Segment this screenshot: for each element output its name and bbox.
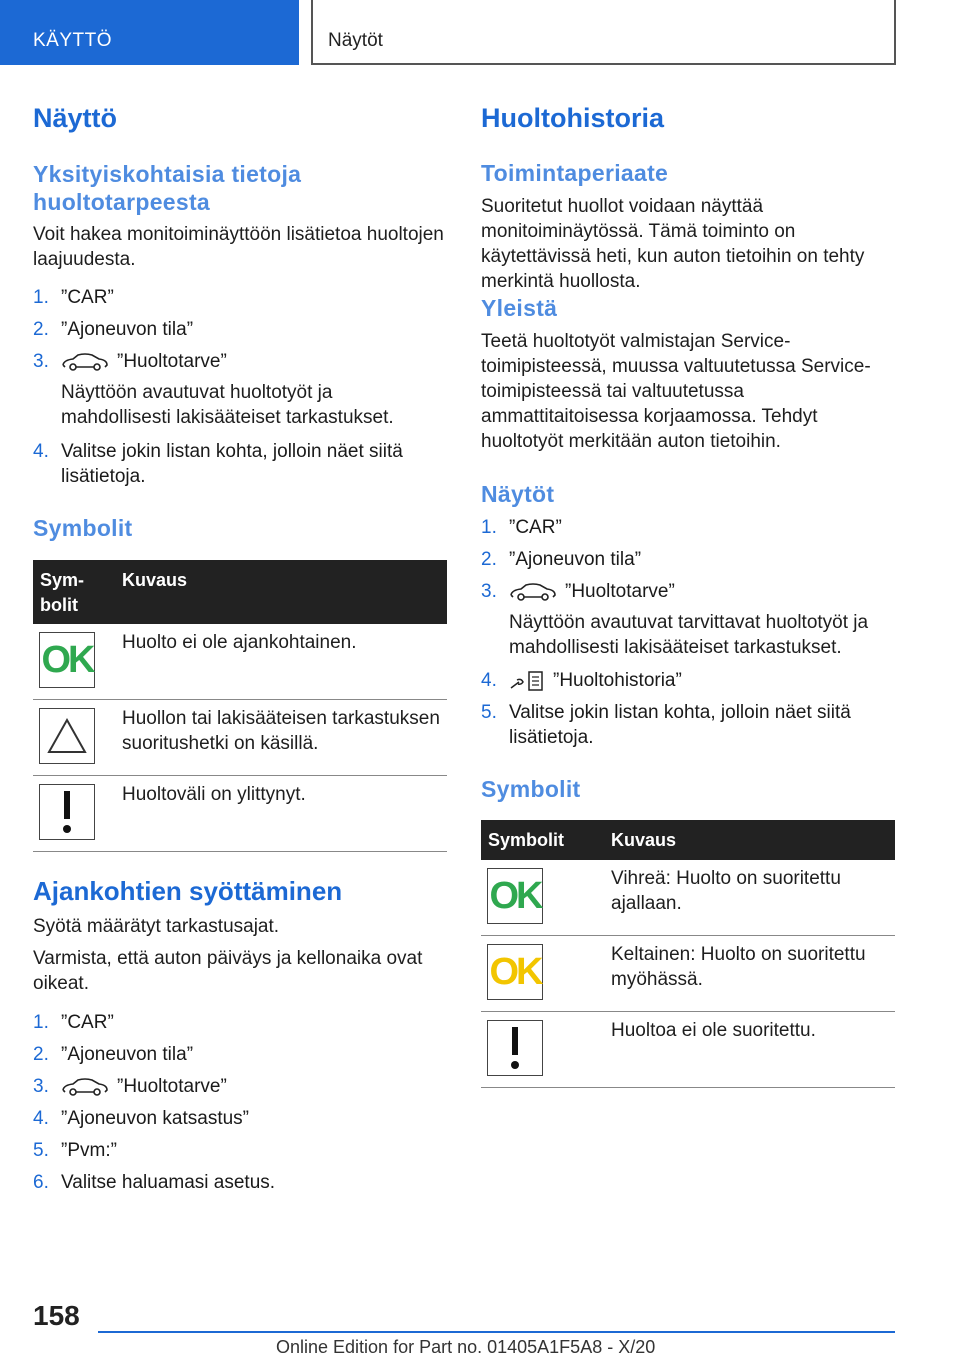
list-text-label: ”Huoltotarve” xyxy=(117,1076,227,1097)
table-row xyxy=(33,776,447,852)
list-text: ”Pvm:” xyxy=(61,1140,117,1161)
principle-text: Suoritetut huollot voidaan näyttää monitoiminäytössä. Tämä toiminto on käytettävissä heti, kun auton tietoihin on tehty merkintä huollosta. xyxy=(481,196,865,292)
table-row xyxy=(33,624,447,700)
table-row xyxy=(481,860,895,936)
list-text: ”CAR” xyxy=(61,1012,114,1033)
list-number: 1. xyxy=(481,517,497,538)
symbols-heading: Symbolit xyxy=(481,776,581,802)
intro-text: Voit hakea monitoiminäyttöön lisätietoa huoltojen laajuudesta. xyxy=(33,224,444,270)
table-row xyxy=(481,936,895,1012)
page-title: Näyttö xyxy=(33,103,118,133)
list-text: Valitse haluamasi asetus. xyxy=(61,1172,276,1193)
displays-heading: Näytöt xyxy=(481,481,555,507)
list-number: 3. xyxy=(33,351,49,372)
row-description: Huoltoa ei ole suoritettu. xyxy=(611,1020,816,1041)
ok-yellow-icon: OK xyxy=(487,944,543,1000)
subtitle-details: Yksityiskohtaisia tietoja huoltotarpeesta xyxy=(33,161,302,215)
list-subtext: Näyttöön avautuvat huoltotyöt ja mahdollisesti lakisääteiset tarkastukset. xyxy=(61,382,394,428)
table-header xyxy=(33,560,447,624)
list-number: 5. xyxy=(33,1140,49,1161)
list-text: ”Ajoneuvon tila” xyxy=(61,319,194,340)
list-number: 6. xyxy=(33,1172,49,1193)
principle-heading: Toimintaperiaate xyxy=(481,160,669,186)
list-number: 2. xyxy=(481,549,497,570)
deadlines-text-2: Varmista, että auton päiväys ja kellonaika ovat oikeat. xyxy=(33,948,423,994)
row-description: Keltainen: Huolto on suoritettu myöhässä. xyxy=(611,944,866,990)
exclamation-icon xyxy=(487,1020,543,1076)
service-history-icon xyxy=(509,670,545,692)
general-heading: Yleistä xyxy=(481,295,558,321)
footer-divider xyxy=(98,1331,895,1333)
list-number: 2. xyxy=(33,1044,49,1065)
footer-edition: Online Edition for Part no. 01405A1F5A8 - X/20 xyxy=(276,1337,656,1357)
exclamation-icon xyxy=(39,784,95,840)
table-header xyxy=(481,820,895,860)
warning-triangle-icon xyxy=(39,708,95,764)
chapter-header xyxy=(311,0,896,65)
list-text: ”Ajoneuvon katsastus” xyxy=(61,1108,249,1129)
car-icon xyxy=(61,1077,109,1097)
table-row xyxy=(33,700,447,776)
list-number: 3. xyxy=(481,581,497,602)
list-number: 4. xyxy=(33,1108,49,1129)
list-text: ”CAR” xyxy=(61,287,114,308)
row-description: Vihreä: Huolto on suoritettu ajallaan. xyxy=(611,868,841,914)
list-number: 5. xyxy=(481,702,497,723)
deadlines-text-1: Syötä määrätyt tarkastusajat. xyxy=(33,916,280,937)
section-label: KÄYTTÖ xyxy=(33,30,113,51)
list-text xyxy=(509,668,895,693)
list-text-label: ”Huoltohistoria” xyxy=(553,670,682,691)
list-number: 1. xyxy=(33,1012,49,1033)
list-number: 4. xyxy=(481,670,497,691)
list-text xyxy=(61,349,447,374)
list-text-label: ”Huoltotarve” xyxy=(117,351,227,372)
section-tab xyxy=(0,0,299,65)
column-header-symbol: Symbolit xyxy=(488,830,565,850)
list-number: 4. xyxy=(33,441,49,462)
page-number: 158 xyxy=(33,1300,80,1331)
list-number: 2. xyxy=(33,319,49,340)
list-text: ”Ajoneuvon tila” xyxy=(61,1044,194,1065)
car-icon xyxy=(61,352,109,372)
chapter-label: Näytöt xyxy=(328,30,383,51)
list-text: ”Ajoneuvon tila” xyxy=(509,549,642,570)
ok-green-icon: OK xyxy=(39,632,95,688)
list-text-label: ”Huoltotarve” xyxy=(565,581,675,602)
row-description: Huolto ei ole ajankohtainen. xyxy=(122,632,357,653)
list-text: ”CAR” xyxy=(509,517,562,538)
list-text: Valitse jokin listan kohta, jolloin näet siitä lisätietoja. xyxy=(61,441,403,487)
history-title: Huoltohistoria xyxy=(481,103,664,133)
row-description: Huoltoväli on ylittynyt. xyxy=(122,784,306,805)
ok-green-icon: OK xyxy=(487,868,543,924)
list-number: 3. xyxy=(33,1076,49,1097)
list-number: 1. xyxy=(33,287,49,308)
list-text xyxy=(61,1074,447,1099)
table-row xyxy=(481,1012,895,1088)
general-text: Teetä huoltotyöt valmistajan Service-toimipisteessä, muussa valtuutetussa Service-toimipisteessä tai valtuutetussa ammattitaitoisessa korjaamossa. Tehdyt huoltotyöt merkitään auton tietoihin. xyxy=(481,331,871,452)
list-text xyxy=(509,579,895,604)
column-header-description: Kuvaus xyxy=(122,570,188,590)
list-text: Valitse jokin listan kohta, jolloin näet siitä lisätietoja. xyxy=(509,702,851,748)
car-icon xyxy=(509,582,557,602)
list-subtext: Näyttöön avautuvat tarvittavat huoltotyöt ja mahdollisesti lakisääteiset tarkastukset. xyxy=(509,612,869,658)
symbols-heading: Symbolit xyxy=(33,515,133,541)
column-header-description: Kuvaus xyxy=(611,830,677,850)
deadlines-heading: Ajankohtien syöttäminen xyxy=(33,876,343,906)
column-header-symbol: Sym-bolit xyxy=(40,570,85,615)
row-description: Huollon tai lakisääteisen tarkastuksen suoritushetki on käsillä. xyxy=(122,708,440,754)
